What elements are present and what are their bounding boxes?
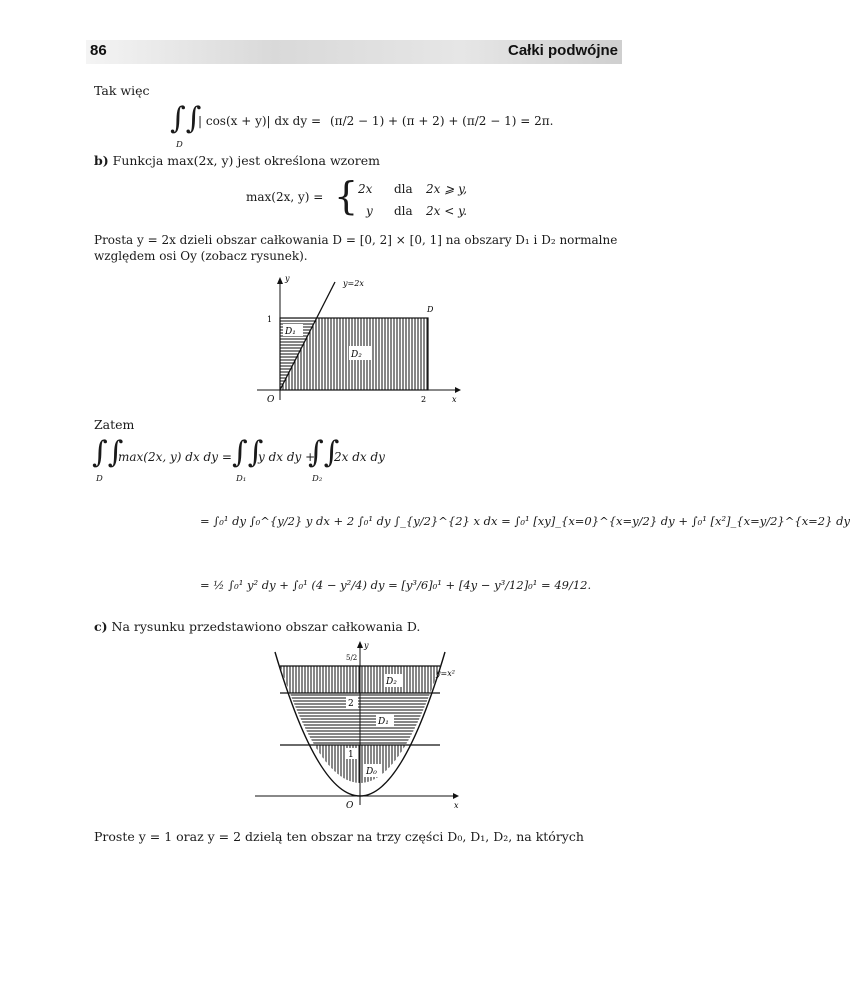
fig2-d2-label: D₂ [386, 677, 397, 687]
x-axis-arrow [453, 793, 459, 799]
double-integral-sign-2: ∫∫ [232, 435, 264, 470]
page-number: 86 [90, 42, 107, 59]
eq2-mid: y dx dy + [258, 450, 316, 464]
fig2-curve-label: y=x² [436, 669, 455, 678]
double-integral-sign: ∫∫ [170, 101, 202, 136]
fig2-y-axis-label: y [364, 641, 369, 650]
fig1-y-axis-label: y [285, 274, 290, 283]
eq2-domain-d: D [96, 474, 103, 484]
integral-domain: D [176, 140, 183, 150]
part-b-text: Funkcja max(2x, y) jest określona wzorem [112, 153, 380, 168]
part-c-text: Na rysunku przedstawiono obszar całkowania D. [111, 619, 421, 634]
fig1-x-axis-label: x [452, 395, 457, 404]
eq2-domain-d1: D₁ [236, 474, 247, 484]
x-axis-arrow [455, 387, 461, 393]
y-axis-arrow [357, 641, 363, 648]
eq2-lhs: max(2x, y) dx dy = [118, 450, 232, 464]
zatem-text: Zatem [94, 417, 135, 432]
running-header [86, 40, 622, 64]
fig2-tick-2: 2 [348, 699, 354, 709]
case2-dla: dla [394, 204, 413, 218]
double-integral-sign-3: ∫∫ [308, 435, 340, 470]
eq1-integrand: | cos(x + y)| dx dy = [198, 114, 322, 128]
fig1-region-label: D [427, 305, 434, 314]
fig1-origin: O [267, 395, 275, 405]
equation-2-line-3: = ½ ∫₀¹ y² dy + ∫₀¹ (4 − y²/4) dy = [y³/6]₀¹ + [4y − y³/12]₀¹ = 49/12. [200, 578, 592, 592]
eq2-domain-d2: D₂ [312, 474, 323, 484]
part-c-label: c) [94, 619, 108, 634]
eq1-rhs: (π/2 − 1) + (π + 2) + (π/2 − 1) = 2π. [330, 114, 554, 128]
eq2-end: 2x dx dy [334, 450, 385, 464]
figure-2 [250, 640, 470, 812]
case1-dla: dla [394, 182, 413, 196]
fig1-line-label: y=2x [343, 279, 364, 288]
double-integral-sign-1: ∫∫ [92, 435, 124, 470]
fig2-origin: O [346, 801, 354, 811]
fig1-d2-label: D₂ [351, 350, 362, 360]
fig2-tick-1: 1 [348, 750, 354, 760]
fig2-d0-label: D₀ [366, 767, 377, 777]
piecewise-definition [246, 176, 466, 222]
part-b-intro [94, 152, 380, 169]
piecewise-lhs: max(2x, y) = [246, 190, 324, 204]
fig1-tick-y1: 1 [267, 315, 273, 324]
fig2-x-axis-label: x [454, 801, 459, 810]
case2-condition: 2x < y. [426, 204, 468, 218]
footer-paragraph: Proste y = 1 oraz y = 2 dzielą ten obszar na trzy części D₀, D₁, D₂, na których [94, 829, 584, 844]
y-axis-arrow [277, 277, 283, 284]
equation-2-line-2: = ∫₀¹ dy ∫₀^{y/2} y dx + 2 ∫₀¹ dy ∫_{y/2}^{2} x dx = ∫₀¹ [xy]_{x=0}^{x=y/2} dy + ∫₀¹ [x²]_{x=y/2}^{x=2} dy [200, 514, 850, 528]
fig1-tick-x2: 2 [421, 395, 427, 404]
equation-2-line-1 [92, 435, 412, 486]
case2-value: y [366, 204, 373, 218]
part-c-intro [94, 618, 420, 635]
case1-condition: 2x ⩾ y, [426, 182, 468, 196]
paragraph-line-2: względem osi Oy (zobacz rysunek). [94, 249, 308, 263]
case1-value: 2x [358, 182, 373, 196]
intro-text: Tak więc [94, 83, 150, 98]
figure-1 [255, 272, 465, 408]
paragraph-line-1: Prosta y = 2x dzieli obszar całkowania D = [0, 2] × [0, 1] na obszary D₁ i D₂ normalne [94, 233, 618, 247]
chapter-title: Całki podwójne [507, 42, 618, 59]
fig2-d1-label: D₁ [378, 717, 389, 727]
brace: { [334, 174, 359, 218]
part-b-label: b) [94, 153, 109, 168]
fig1-d1-label: D₁ [285, 327, 296, 337]
fig2-tick-top: 5/2 [346, 654, 358, 662]
